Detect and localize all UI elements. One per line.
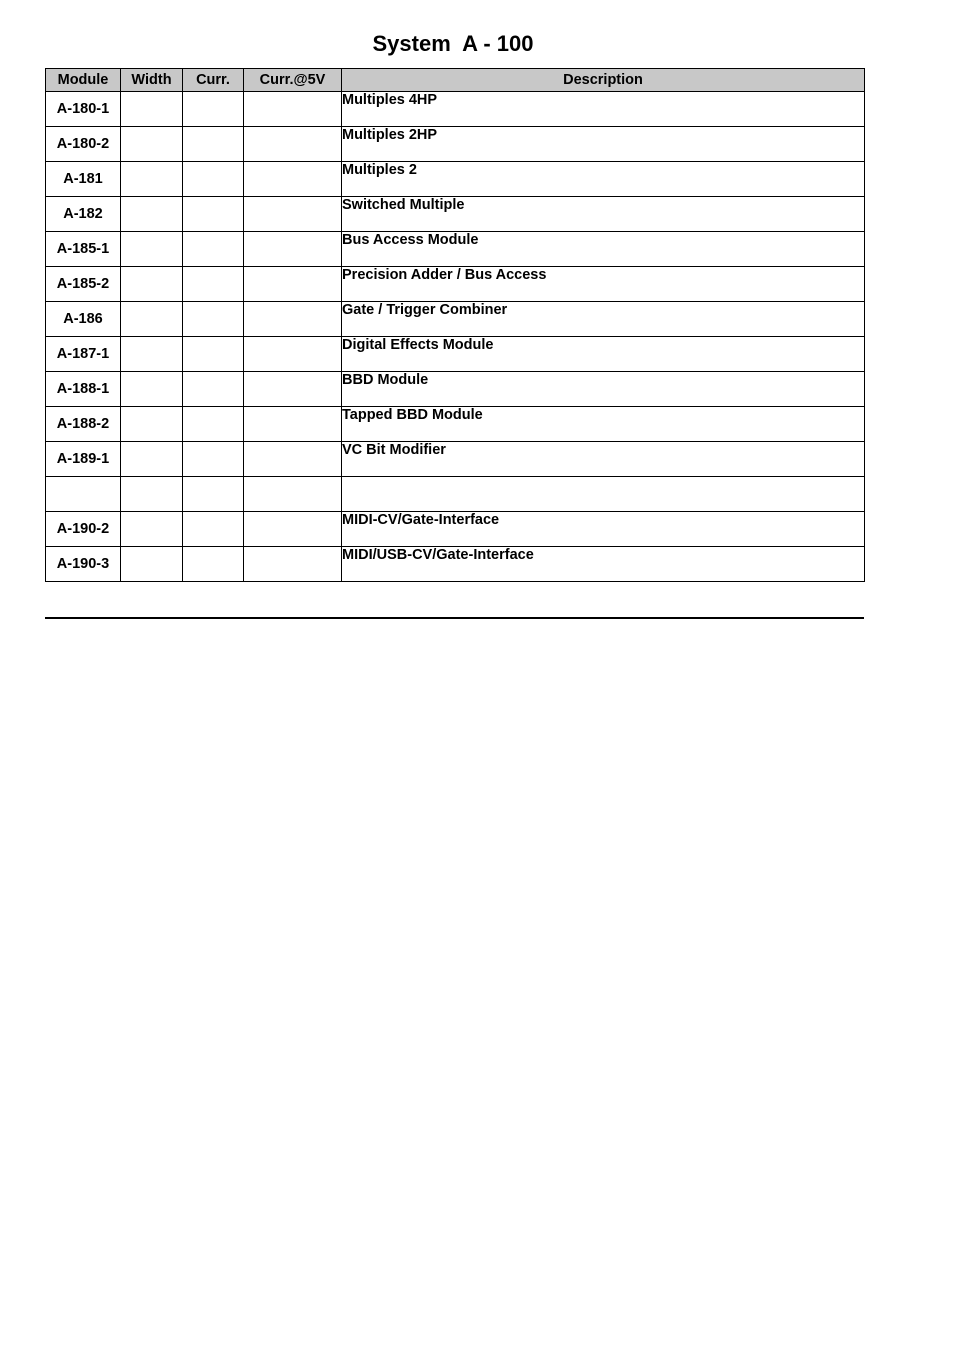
current-5v-cell — [244, 477, 342, 512]
current-5v-cell — [244, 547, 342, 582]
width-cell — [121, 302, 183, 337]
description-cell: Switched Multiple — [342, 197, 865, 232]
width-cell — [121, 92, 183, 127]
current-cell — [183, 232, 244, 267]
description-cell: BBD Module — [342, 372, 865, 407]
table-row — [46, 477, 865, 512]
current-cell — [183, 442, 244, 477]
table-row — [46, 372, 865, 407]
current-cell — [183, 267, 244, 302]
header-module: Module — [46, 69, 121, 92]
module-table — [45, 68, 865, 582]
current-5v-cell — [244, 407, 342, 442]
width-cell — [121, 267, 183, 302]
current-cell — [183, 337, 244, 372]
current-cell — [183, 477, 244, 512]
description-cell: Multiples 2HP — [342, 127, 865, 162]
module-cell: A-187-1 — [46, 337, 121, 372]
module-cell: A-190-3 — [46, 547, 121, 582]
current-cell — [183, 512, 244, 547]
table-row — [46, 337, 865, 372]
module-cell: A-181 — [46, 162, 121, 197]
current-cell — [183, 127, 244, 162]
current-5v-cell — [244, 372, 342, 407]
table-row — [46, 267, 865, 302]
description-cell: Bus Access Module — [342, 232, 865, 267]
width-cell — [121, 442, 183, 477]
current-5v-cell — [244, 267, 342, 302]
header-current-5v: Curr.@5V — [244, 69, 342, 92]
width-cell — [121, 337, 183, 372]
current-5v-cell — [244, 162, 342, 197]
table-row — [46, 512, 865, 547]
table-body — [46, 92, 865, 582]
module-cell: A-180-1 — [46, 92, 121, 127]
current-cell — [183, 162, 244, 197]
description-cell: Precision Adder / Bus Access — [342, 267, 865, 302]
width-cell — [121, 162, 183, 197]
current-5v-cell — [244, 337, 342, 372]
module-cell: A-186 — [46, 302, 121, 337]
header-description: Description — [342, 69, 865, 92]
current-5v-cell — [244, 127, 342, 162]
description-cell: Tapped BBD Module — [342, 407, 865, 442]
current-cell — [183, 547, 244, 582]
module-cell: A-190-2 — [46, 512, 121, 547]
table-row — [46, 547, 865, 582]
current-5v-cell — [244, 197, 342, 232]
table-row — [46, 302, 865, 337]
current-cell — [183, 407, 244, 442]
module-cell: A-185-2 — [46, 267, 121, 302]
current-cell — [183, 372, 244, 407]
current-cell — [183, 92, 244, 127]
horizontal-divider — [45, 617, 864, 619]
table-row — [46, 442, 865, 477]
module-cell: A-185-1 — [46, 232, 121, 267]
description-cell: VC Bit Modifier — [342, 442, 865, 477]
width-cell — [121, 512, 183, 547]
description-cell: Digital Effects Module — [342, 337, 865, 372]
table-row — [46, 232, 865, 267]
table-row — [46, 197, 865, 232]
table-row — [46, 407, 865, 442]
table-row — [46, 92, 865, 127]
description-cell — [342, 477, 865, 512]
width-cell — [121, 127, 183, 162]
module-cell: A-182 — [46, 197, 121, 232]
width-cell — [121, 477, 183, 512]
page-title: System A - 100 — [372, 31, 534, 56]
module-cell: A-180-2 — [46, 127, 121, 162]
width-cell — [121, 232, 183, 267]
current-5v-cell — [244, 302, 342, 337]
width-cell — [121, 407, 183, 442]
width-cell — [121, 197, 183, 232]
module-cell: A-188-1 — [46, 372, 121, 407]
module-cell: A-189-1 — [46, 442, 121, 477]
current-5v-cell — [244, 232, 342, 267]
header-width: Width — [121, 69, 183, 92]
table-row — [46, 162, 865, 197]
description-cell: Gate / Trigger Combiner — [342, 302, 865, 337]
table-header-row — [46, 69, 865, 92]
module-cell — [46, 477, 121, 512]
description-cell: Multiples 4HP — [342, 92, 865, 127]
current-5v-cell — [244, 442, 342, 477]
table-row — [46, 127, 865, 162]
current-5v-cell — [244, 92, 342, 127]
header-current: Curr. — [183, 69, 244, 92]
current-cell — [183, 302, 244, 337]
description-cell: Multiples 2 — [342, 162, 865, 197]
module-cell: A-188-2 — [46, 407, 121, 442]
description-cell: MIDI-CV/Gate-Interface — [342, 512, 865, 547]
width-cell — [121, 547, 183, 582]
current-5v-cell — [244, 512, 342, 547]
current-cell — [183, 197, 244, 232]
description-cell: MIDI/USB-CV/Gate-Interface — [342, 547, 865, 582]
width-cell — [121, 372, 183, 407]
